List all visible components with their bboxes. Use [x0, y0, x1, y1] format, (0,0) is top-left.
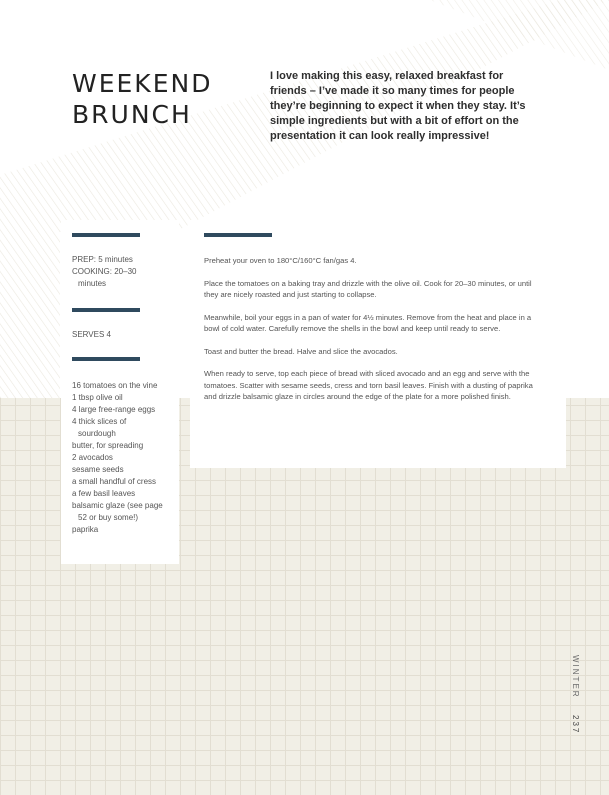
title-line-2: BRUNCH [72, 100, 192, 129]
title-line-1: WEEKEND [72, 69, 213, 98]
ingredient-item [72, 524, 182, 536]
serves: SERVES 4 [72, 330, 111, 339]
ingredient-text: butter, for spreading [72, 441, 144, 450]
sidebar-rule-3 [72, 357, 140, 361]
ingredient-item [72, 392, 182, 404]
method-step: Toast and butter the bread. Halve and slice the avocados. [204, 346, 398, 356]
section-name: WINTER [571, 655, 580, 699]
method-step: Place the tomatoes on a baking tray and drizzle with the olive oil. Cook for 20–30 minutes, or until they are nicely roasted and just starting to collapse. [204, 278, 532, 299]
recipe-intro: I love making this easy, relaxed breakfast for friends – I’ve made it so many times for people they’re beginning to expect it when they stay. It’s simple ingredients but with a bit of effort on the presentation it can look really impressive! [270, 70, 526, 142]
method-step: Meanwhile, boil your eggs in a pan of water for 4½ minutes. Remove from the heat and place in a bowl of cold water. Carefully remove the shells in the bowl and keep until ready to serve. [204, 312, 532, 333]
serves-block [72, 329, 182, 341]
method-steps [204, 255, 540, 414]
page-number: 237 [571, 714, 580, 735]
page-folio [566, 655, 580, 734]
ingredient-item [72, 452, 182, 464]
ingredient-item [72, 404, 182, 416]
ingredient-text: 4 thick slices of [72, 417, 127, 426]
ingredient-continuation: sourdough [78, 429, 116, 438]
method-rule [204, 233, 272, 237]
ingredient-item [72, 440, 182, 452]
ingredient-item [72, 476, 182, 488]
ingredient-continuation: 52 or buy some!) [78, 513, 139, 522]
ingredient-text: balsamic glaze (see page [72, 501, 163, 510]
timing-block [72, 254, 182, 290]
method-step: Preheat your oven to 180°C/160°C fan/gas 4. [204, 256, 357, 265]
recipe-title [72, 68, 252, 130]
ingredient-text: a small handful of cress [72, 477, 157, 486]
ingredient-item [72, 380, 182, 392]
ingredient-text: 4 large free-range eggs [72, 405, 156, 414]
ingredient-text: sesame seeds [72, 465, 124, 474]
ingredient-text: paprika [72, 525, 99, 534]
ingredient-item [72, 500, 182, 524]
ingredient-text: 1 tbsp olive oil [72, 393, 123, 402]
ingredients-list [72, 380, 182, 536]
ingredient-item [72, 416, 182, 440]
sidebar-rule-1 [72, 233, 140, 237]
ingredient-item [72, 464, 182, 476]
ingredient-item [72, 488, 182, 500]
ingredient-text: 2 avocados [72, 453, 113, 462]
prep-time: PREP: 5 minutes [72, 255, 133, 264]
cooking-time: COOKING: 20–30 [72, 267, 137, 276]
cooking-time-unit: minutes [78, 279, 107, 288]
method-step: When ready to serve, top each piece of bread with sliced avocado and an egg and serve with the tomatoes. Scatter with sesame seeds, cress and torn basil leaves. Finish with a dusting of paprika and drizzle balsamic glaze in circles around the edge of the plate for a more polished finish. [204, 369, 533, 401]
ingredient-text: a few basil leaves [72, 489, 136, 498]
ingredient-text: 16 tomatoes on the vine [72, 381, 158, 390]
sidebar-rule-2 [72, 308, 140, 312]
